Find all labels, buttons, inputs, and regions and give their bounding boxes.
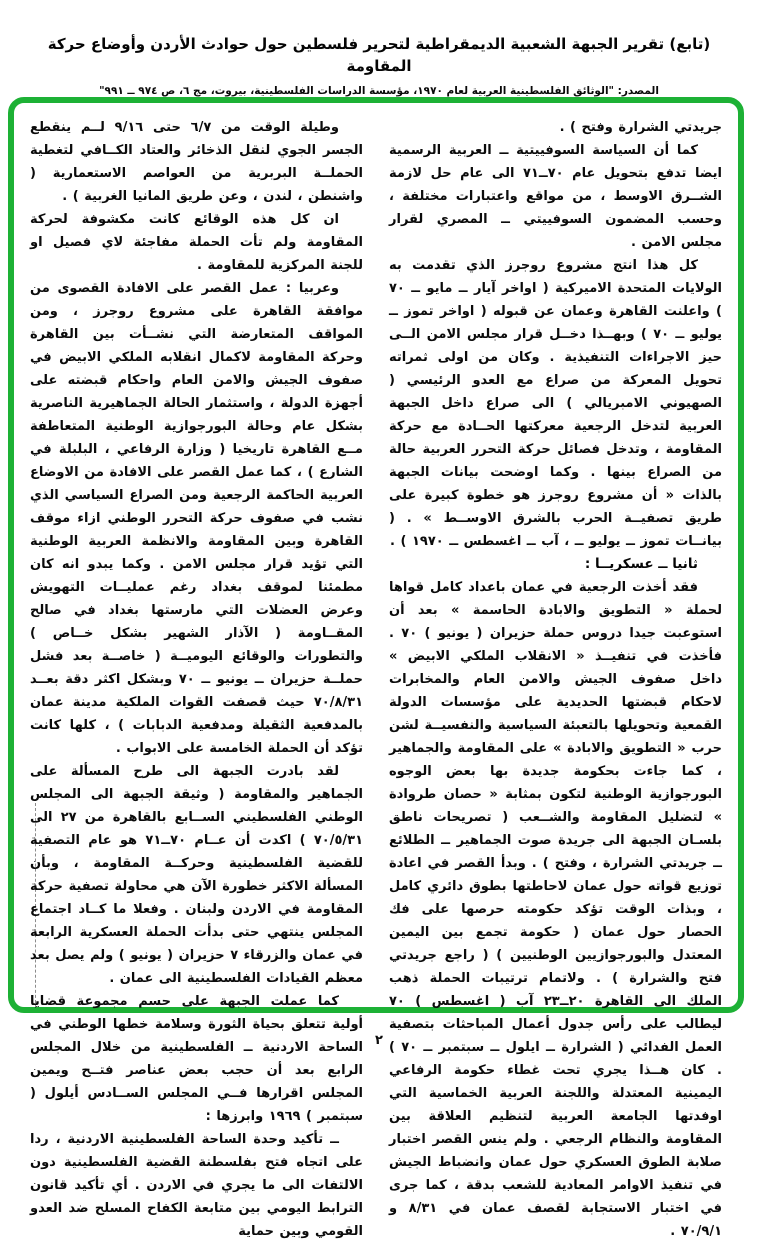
paragraph: ــ تأكيد وحدة الساحة الفلسطينية الاردنية ، ردا على اتجاه فتح بفلسطنة القضية الفلسطينية دون الالتفات الى ما يجري في الاردن . أي تأكيد قانون الترابط اليومي بين متابعة الكفاح المسلح ضد العدو القومي وبين حماية	[30, 1132, 363, 1239]
column-left	[30, 116, 364, 1239]
page-number: ٢	[375, 1033, 383, 1048]
section-heading-military: ثانيا ــ عسكريــا :	[584, 556, 698, 572]
column-right	[389, 116, 723, 1239]
paragraph: ان كل هذه الوقائع كانت مكشوفة لحركة المقاومة ولم تأت الحملة مفاجئة لاي فصيل او للجنة المركزية للمقاومة .	[30, 212, 363, 273]
paragraph: كما أن السياسة السوفييتية ــ العربية الرسمية ايضا تدفع بتحويل عام ٧٠ــ٧١ الى عام حل لازمة الشــرق الاوسط ، من مواقع واعتبارات مختلفة ، وحسب المضمون السوفييتي ــ المصري لقرار مجلس الامن .	[389, 143, 722, 250]
document-source-citation: المصدر: "الوثائق الفلسطينية العربية لعام ١٩٧٠، مؤسسة الدراسات الفلسطينية، بيروت، مج ٦، ص ٩٧٤ ــ ٩٩١"	[99, 84, 659, 97]
paragraph: وطيلة الوقت من ٦/٧ حتى ٩/١٦ لــم ينقطع الجسر الجوي لنقل الذخائر والعتاد الكــافي لتغطية الحملــة البربرية من العواصم الاستعمارية ( واشنطن ، لندن ، وعن طريق المانيا الغربية ) .	[30, 120, 363, 204]
frame-content	[14, 103, 738, 1239]
scan-artifact-line	[35, 803, 36, 1008]
document-header	[0, 34, 758, 97]
paragraph-continuation: جريدتي الشرارة وفتح ) .	[559, 120, 722, 135]
paragraph: وعربيا : عمل القصر على الافادة القصوى من موافقة القاهرة على مشروع روجرز ، ومن المواقف المتعارضة التي نشــأت بين القاهرة وحركة المقاومة لاكمال انقلابه الملكي الابيض في صفوف الجيش والامن العام واحكام قبضته على أجهزة الدولة ، واستثمار الحالة الجماهيرية الناصرية بشكل عام وحالة البورجوازية الوطنية المتعاطفة مــع القاهرة تاريخيا ( وزارة الرفاعي ، البلبلة في الشارع ) ، كما عمل القصر على الافادة من الاوضاع العربية الحاكمة الرجعية ومن الصراع السياسي الذي نشب في صفوف حركة التحرر الوطني ازاء موقف القاهرة وبين المقاومة والانظمة العربية الوطنية التي تؤيد قرار مجلس الامن . وكما يبدو انه كان مطمئنا لموقف بغداد رغم عمليــات التهويش وعرض العضلات التي مارستها بغداد في صالح المقــاومة ( الآذار الشهير بشكل خــاص ) والتطورات والوقائع اليوميــة ( خاصــة بعد فشل حملــة حزيران ــ يونيو ــ ٧٠ وبشكل اكثر دقة بعــد ٧٠/٨/٣١ حيث قصفت القوات الملكية مدينة عمان بالمدفعية الثقيلة ومدفعية الدبابات ) ، كلها كانت تؤكد أن الحملة الخامسة على الابواب .	[30, 281, 363, 756]
paragraph: كما عملت الجبهة على حسم مجموعة قضايا أولية تتعلق بحياة الثورة وسلامة خطها الوطني في الساحة الاردنية ــ الفلسطينية من خلال المجلس الرابع بعد أن حجب بعض عناصر فتــح ويمين المجلس اقرارها فــي المجلس الســادس أيلول ( سبتمبر ) ١٩٦٩ وابرزها :	[30, 994, 363, 1124]
green-border-frame	[8, 97, 744, 1239]
paragraph: لقد بادرت الجبهة الى طرح المسألة على الجماهير والمقاومة ( وثيقة الجبهة الى المجلس الوطني الفلسطيني الســابع بالقاهرة من ٢٧ الى ٧٠/٥/٣١ ) اكدت أن عــام ٧٠ــ٧١ هو عام التصفية للقضية الفلسطينية وحركــة المقاومة ، وبأن المسألة الاكثر خطورة الآن هي محاولة تصفية حركة المقاومة في الاردن ولبنان . وفعلا ما كــاد اجتماع المجلس ينتهي حتى بدأت الحملة العسكرية الرابعة في عمان والزرقاء ٧ حزيران ( يونيو ) ولم يصل بعد معظم القيادات الفلسطينية الى عمان .	[30, 764, 364, 986]
paragraph: فقد أخذت الرجعية في عمان باعداد كامل قواها لحملة « التطويق والابادة الحاسمة » بعد أن استوعبت جيدا دروس حملة حزيران ( يونيو ) ٧٠ . فأخذت في تنفيــذ « الانقلاب الملكي الابيض » داخل صفوف الجيش والامن العام والمخابرات لاحكام قبضتها الحديدية على مؤسسات الدولة القمعية وتحويلها بالتعبئة السياسية والنفسيــة لشن حرب « التطويق والابادة » على المقاومة والجماهير ، كما جاءت بحكومة جديدة بها بعض الوجوه البورجوازية الوطنية لتكون بمثابة « حصان طروادة » لتضليل المقاومة والشــعب ( تصريحات ناطق بلسـان الجبهة الى جريدة صوت الجماهير ــ الطلائع ــ جريدتي الشرارة ، وفتح ) . وبدأ القصر في اعادة توزيع قواته حول عمان لاحاطتها بطوق دائري كامل ، وبذات الوقت تؤكد حكومته حرصها على فك الحصار حول عمان ( حكومة تجمع بين اليمين المعتدل والبورجوازيين الوطنيين ) ( راجع جريدتي فتح والشرارة ) . ولاتمام ترتيبات الحملة ذهب الملك الى القاهرة ٢٠ــ٢٣ آب ( اغسطس ) ٧٠ ليطالب على رأس جدول أعمال المباحثات بتصفية العمل الفدائي ( الشرارة ــ ايلول ــ سبتمبر ــ ٧٠ ) . كان هــذا يجري تحت غطاء حكومة الرفاعي اليمينية المعتدلة واللجنة العربية الخماسية التي اوفدتها الجامعة العربية لتنظيم العلاقة بين المقاومة والنظام الرجعي . ولم ينس القصر اختبار صلابة الطوق العسكري حول عمان وانضباط الجيش في تنفيذ الاوامر المعادية للشعب بدقة ، كما جرى في اختبار الاستجابة لقصف عمان في ٨/٣١ و ٧٠/٩/١ .	[389, 580, 722, 1239]
document-title: (تابع) تقرير الجبهة الشعبية الديمقراطية لتحرير فلسطين حول حوادث الأردن وأوضاع حركة المقاومة	[47, 35, 711, 75]
paragraph: كل هذا انتج مشروع روجرز الذي تقدمت به الولايات المتحدة الاميركية ( اواخر آيار ــ مايو ــ ٧٠ ) واعلنت القاهرة وعمان عن قبوله ( اواخر تموز ــ يوليو ــ ٧٠ ) وبهــذا دخــل قرار مجلس الامن الــى حيز الاجراءات التنفيذية . وكان من اولى ثمراته تحويل المعركة من صراع مع العدو الرئيسي ( الصهيوني الامبريالي ) الى صراع داخل الجبهة العربية لتدخل الرجعية معركتها الحــادة مع حركة المقاومة ، وتدخل فصائل حركة التحرر العربية حالة من الصراع بينها . وكما اوضحت بيانات الجبهة بالذات « أن مشروع روجرز هو خطوة كبيرة على طريق تصفيــة الحرب بالشرق الاوســط » . ( بيانــات تموز ــ يوليو ــ ، آب ــ اغسطس ــ ١٩٧٠ ) .	[389, 258, 723, 549]
two-column-text-block	[30, 116, 723, 1239]
